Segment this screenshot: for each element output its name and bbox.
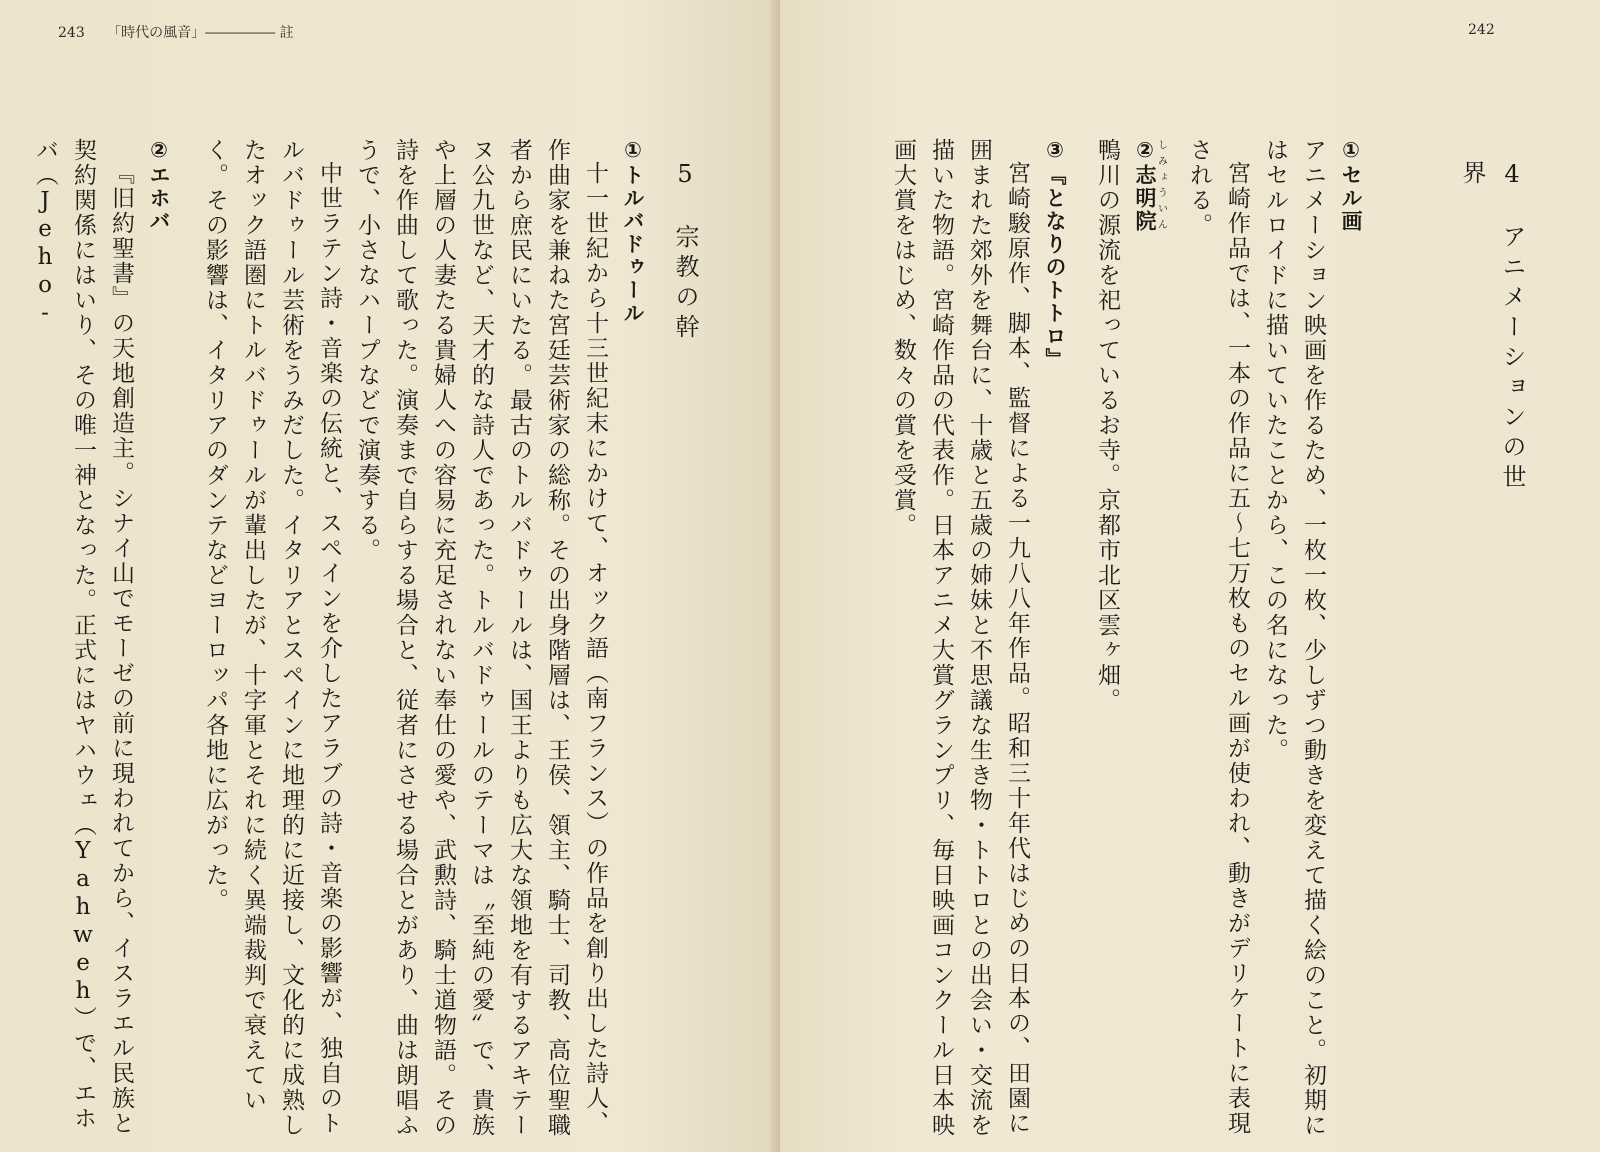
note-paragraph: 宮崎作品では、一本の作品に五〜七万枚ものセル画が使われ、動きがデリケートに表現される。 bbox=[1186, 138, 1250, 1136]
notes-block-right bbox=[890, 138, 1370, 1138]
note-paragraph: 十一世紀から十三世紀末にかけて、オック語（南フランス）の作品を創り出した詩人、作曲家を兼ねた宮廷芸術家の総称。その出身階層は、王侯、領主、騎士、司教、高位聖職者から庶民にいたる。最古のトルバドゥールは、国王よりも広大な領地を有するアキテーヌ公九世など、天才的な詩人であった。トルバドゥールのテーマは〝至純の愛〟で、貴族や上層の人妻たる貴婦人への容易に充足されない奉仕の愛や、武勲詩、騎士道物語。その詩を作曲して歌った。演奏まで自らする場合と、従者にさせる場合とがあり、曲は朗唱ふうで、小さなハープなどで演奏する。 bbox=[354, 138, 608, 1138]
note-label bbox=[1126, 138, 1166, 1138]
note-label: ③『となりのトトロ』 bbox=[1043, 138, 1067, 371]
note-spacer bbox=[1074, 138, 1088, 1138]
note-label: ②エホバ bbox=[147, 138, 171, 233]
note-paragraph: 鴨川の源流を祀っているお寺。京都市北区雲ヶ畑。 bbox=[1094, 138, 1120, 713]
running-title: 「時代の風音」――――― 註 bbox=[107, 25, 294, 41]
section-number-left: 5 bbox=[671, 160, 699, 194]
note-label-text: ②志明院 bbox=[1133, 138, 1157, 233]
note-paragraph: 宮崎駿原作、脚本、監督による一九八八年作品。昭和三十年代はじめの日本の、田園に囲まれた郊外を舞台に、十歳と五歳の姉妹と不思議な生き物・トトロとの出会い・交流を描いた物語。宮崎作品の代表作。日本アニメ大賞グランプリ、毎日映画コンクール日本映画大賞をはじめ、数々の賞を受賞。 bbox=[890, 138, 1030, 1138]
section-number-right: 4 bbox=[1498, 160, 1526, 194]
section-title-right: アニメーションの世界 bbox=[1458, 160, 1526, 494]
note-spacer bbox=[1166, 138, 1180, 1138]
note-paragraph: 中世ラテン詩・音楽の伝統と、スペインを介したアラブの詩・音楽の影響が、独自のトルバドゥール芸術をうみだした。イタリアとスペインに地理的に近接し、文化的に成熟したオック語圏にトルバドゥールが輩出したが、十字軍とそれに続く異端裁判で衰えていく。その影響は、イタリアのダンテなどヨーロッパ各地に広がった。 bbox=[202, 138, 342, 1138]
note-label: ①トルバドゥール bbox=[621, 138, 645, 325]
section-heading-right bbox=[1452, 160, 1532, 500]
notes-block-left bbox=[32, 138, 652, 1138]
section-title-left: 宗教の幹 bbox=[671, 224, 699, 344]
running-header-left bbox=[58, 22, 294, 42]
note-paragraph: 『旧約聖書』の天地創造主。シナイ山でモーゼの前に現われてから、イスラエル民族と契約関係にはいり、その唯一神となった。正式にはヤハウェ（Yahweh）で、エホバ（Jeho- bbox=[32, 138, 134, 1136]
note-label: ①セル画 bbox=[1339, 138, 1363, 233]
page-number-right: 242 bbox=[1468, 22, 1495, 38]
ruby-reading: しみょういん bbox=[1155, 138, 1167, 233]
page-number-left: 243 bbox=[58, 25, 85, 41]
note-paragraph: アニメーション映画を作るため、一枚一枚、少しずつ動きを変えて描く絵のこと。初期にはセルロイドに描いていたことから、この名になった。 bbox=[1262, 138, 1326, 1138]
section-heading-left bbox=[665, 160, 705, 500]
note-spacer bbox=[178, 138, 196, 1138]
ruby-label bbox=[1133, 138, 1167, 233]
left-page bbox=[0, 0, 780, 1152]
